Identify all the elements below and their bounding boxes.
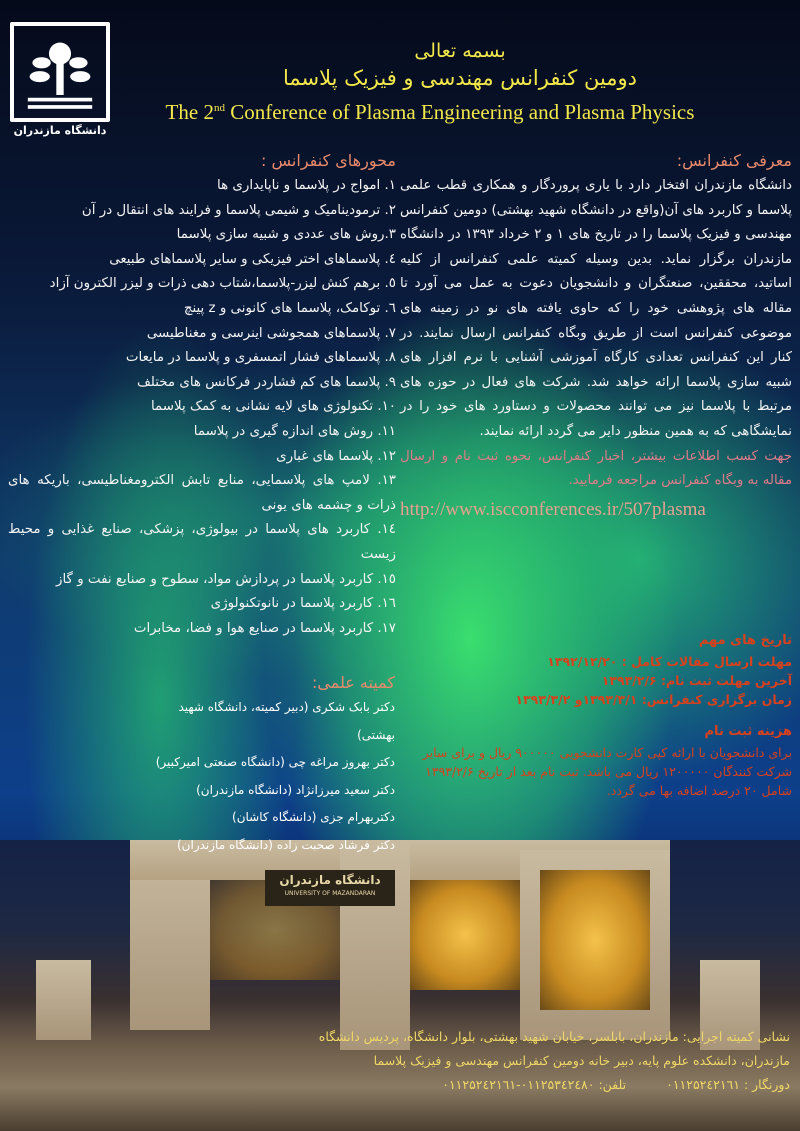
topic-item: ۱٤. کاربرد های پلاسما در بیولوژی، پزشکی، صنایع غذایی و محیط زیست xyxy=(8,522,396,562)
bismillah: بسمه تعالی xyxy=(414,40,506,62)
committee-member: دکتر فرشاد صحبت زاده (دانشگاه مازندران) xyxy=(177,837,395,852)
fee-title: هزینه ثبت نام xyxy=(704,724,792,739)
topic-item: ۳.روش های عددی و شبیه سازی پلاسما xyxy=(176,227,396,243)
topic-item: ۷. پلاسماهای همجوشی اینرسی و مغناطیسی xyxy=(146,325,396,341)
committee-member: دکتر بابک شکری (دبیر کمیته، دانشگاه شهید بهشتی) xyxy=(178,700,395,742)
committee-member: دکتر بهروز مراغه چی (دانشگاه صنعتی امیرکبیر) xyxy=(155,755,395,769)
date-item: زمان برگزاری کنفرانس: ۱۳۹۳/۳/۱و ۱۳۹۳/۳/۲ xyxy=(515,692,792,707)
topic-item: ۲. ترمودینامیک و شیمی پلاسما و فرایند های انتقال در آن xyxy=(81,202,396,218)
topic-item: ٦. توکامک، پلاسما های کانونی و z پینچ xyxy=(183,300,396,316)
scientific-committee xyxy=(150,672,395,859)
topic-item: ٥. برهم کنش لیزر-پلاسما،شتاب دهی ذرات و لیزر الکترون آزاد xyxy=(49,276,396,292)
committee-title: کمیته علمی: xyxy=(311,673,395,692)
conference-url-link[interactable]: http://www.iscconferences.ir/507plasma xyxy=(400,498,706,520)
topic-item: ۱. امواج در پلاسما و ناپایداری ها xyxy=(216,178,396,193)
date-item: مهلت ارسال مقالات کامل : ۱۳۹۲/۱۲/۲۰ xyxy=(547,654,792,669)
address: نشانی کمیته اجرایی: مازندران، بابلسر، خیابان شهید بهشتی، بلوار دانشگاه، پردیس دانشگاه مازندران، دانشکده علوم پایه، دبیر خانه دومین کنفرانس مهندسی و فیزیک پلاسما xyxy=(318,1029,790,1068)
topic-item: ۱٦. کاربرد پلاسما در نانوتکنولوژی xyxy=(210,596,396,612)
phone: تلفن: ۰۱۱۲۵۳٤۲٤۸۰-۰۱۱۲۵۲٤۲۱٦۱ xyxy=(442,1077,627,1092)
topic-item: ۱۰. تکنولوژی های لایه نشانی به کمک پلاسما xyxy=(150,399,396,415)
intro-section xyxy=(400,148,792,524)
gate-sign: دانشگاه مازندران UNIVERSITY OF MAZANDARAN xyxy=(265,870,395,906)
topic-item: ۱۱. روش های اندازه گیری در پلاسما xyxy=(193,423,396,439)
topic-item: ٤. پلاسماهای اختر فیزیکی و سایر پلاسماهای طبیعی xyxy=(109,251,396,267)
committee-member: دکتربهرام جزی (دانشگاه کاشان) xyxy=(232,810,395,824)
topic-item: ۱۷. کاربرد پلاسما در صنایع هوا و فضا، مخابرات xyxy=(133,620,396,636)
topics-section xyxy=(8,148,396,641)
topic-item: ۱۲. پلاسما های غباری xyxy=(276,448,396,464)
title-en: The 2nd Conference of Plasma Engineering and Plasma Physics xyxy=(165,100,695,124)
important-dates xyxy=(400,630,792,800)
university-name: دانشگاه مازندران xyxy=(13,124,107,137)
info-text: جهت کسب اطلاعات بیشتر، اخبار کنفرانس، نحوه ثبت نام و ارسال مقاله به وبگاه کنفرانس مراجعه فرمایید. xyxy=(400,448,792,489)
topic-item: ۸. پلاسماهای فشار اتمسفری و پلاسما در مایعات xyxy=(125,350,396,366)
topic-item: ۱۳. لامپ های پلاسمایی، منابع تابش الکترومغناطیسی، باریکه های ذرات و چشمه های یونی xyxy=(8,473,396,513)
fee-body: برای دانشجویان با ارائه کپی کارت دانشجویی ۹۰۰۰۰۰ ریال و برای سایر شرکت کنندگان ۱۲۰۰۰۰۰ ریال می باشد. ثبت نام بعد از تاریخ ۱۳۹۳/۲/۶ شامل ۲۰ درصد اضافه بها می گردد. xyxy=(422,745,792,798)
topics-title: محورهای کنفرانس : xyxy=(261,151,396,170)
footer-contact xyxy=(300,1025,790,1097)
committee-member: دکتر سعید میرزانژاد (دانشگاه مازندران) xyxy=(196,782,395,797)
intro-body: دانشگاه مازندران افتخار دارد با یاری پروردگار و همکاری قطب علمی پلاسما و کاربرد های آن(واقع در دانشگاه شهید بهشتی) دومین کنفرانس مهندسی و فیزیک پلاسما را در تاریخ های ۱ و ۲ خرداد ۱۳۹۳ در دانشگاه مازندران برگزار نماید. بدین وسیله کمیته علمی کنفرانس از کلیه اساتید، محققین، صنعتگران و دانشجویان دعوت به عمل می آورد تا مقاله های پژوهشی خود را که حاوی یافته های نو در زمینه های موضوعی کنفرانس است از طریق وبگاه کنفرانس ارسال نمایند. در کنار این کنفرانس تعدادی کارگاه آموزشی آشنایی با نرم افزار های شبیه سازی پلاسما ارائه خواهد شد. شرکت های فعال در حوزه های مرتبط با پلاسما نیز می توانند محصولات و دستاورد های خود را در نمایشگاهی که به همین منظور دایر می گردد ارائه نمایند. xyxy=(400,178,793,439)
title-fa: دومین کنفرانس مهندسی و فیزیک پلاسما xyxy=(282,66,638,90)
topic-item: ۹. پلاسما های کم فشاردر فرکانس های مختلف xyxy=(136,374,396,390)
date-item: آخرین مهلت ثبت نام: ۱۳۹۳/۲/۶ xyxy=(601,673,792,688)
fax: دورنگار : ۰۱۱۲۵۲٤۲۱٦۱ xyxy=(666,1077,790,1092)
intro-title: معرفی کنفرانس: xyxy=(676,151,792,170)
dates-title: تاریخ های مهم xyxy=(698,633,792,648)
topic-item: ۱٥. کاربرد پلاسما در پردازش مواد، سطوح و صنایع نفت و گاز xyxy=(56,571,396,587)
